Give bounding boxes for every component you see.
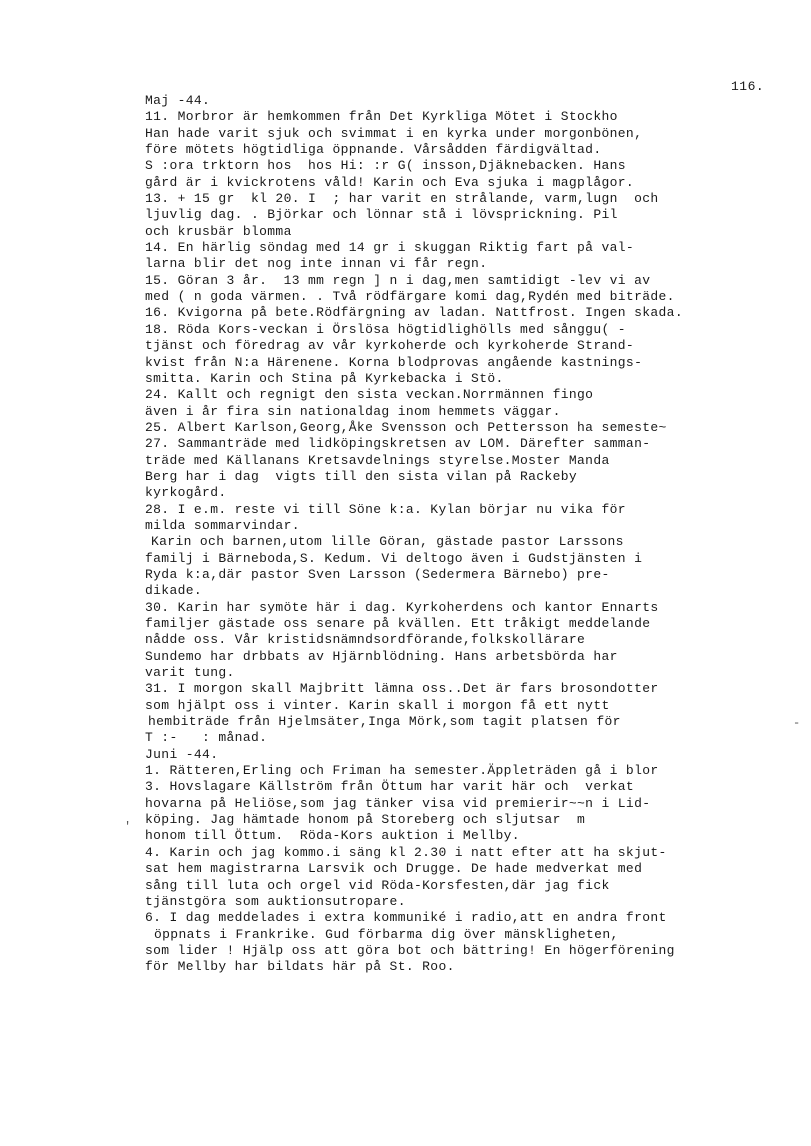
text-line: 27. Sammanträde med lidköpingskretsen av LOM. Därefter samman- <box>145 436 651 452</box>
text-line: 14. En härlig söndag med 14 gr i skuggan Riktig fart på val- <box>145 240 635 256</box>
text-line: milda sommarvindar. <box>145 517 300 533</box>
text-line: Maj -44. <box>145 93 211 108</box>
text-line: dikade. <box>145 583 203 599</box>
text-line: honom till Öttum. Röda-Kors auktion i Mellby. <box>145 828 520 844</box>
text-line: som lider ! Hjälp oss att göra bot och bättring! En högerförening <box>145 942 675 958</box>
text-line: och krusbär blomma <box>145 223 292 239</box>
text-line: ljuvlig dag. . Björkar och lönnar stå i lövsprickning. Pil <box>145 207 618 223</box>
text-line: 11. Morbror är hemkommen från Det Kyrkliga Mötet i Stockho <box>145 109 618 125</box>
text-line: smitta. Karin och Stina på Kyrkebacka i Stö. <box>145 370 504 386</box>
text-line: varit tung. <box>145 665 235 681</box>
text-line: sång till luta och orgel vid Röda-Korsfesten,där jag fick <box>145 877 610 893</box>
text-line: hovarna på Heliöse,som jag tänker visa vid premierir~~n i Lid- <box>145 795 651 811</box>
text-line: Karin och barnen,utom lille Göran, gästade pastor Larssons <box>151 534 624 550</box>
text-line: tjänstgöra som auktionsutropare. <box>145 893 406 909</box>
text-line: Ryda k:a,där pastor Sven Larsson (Sedermera Bärnebo) pre- <box>145 566 610 582</box>
text-line: tjänst och föredrag av vår kyrkoherde och kyrkoherde Strand- <box>145 338 635 354</box>
text-line <box>145 976 805 992</box>
text-line: 31. I morgon skall Majbritt lämna oss..Det är fars brosondotter <box>145 681 659 697</box>
text-line: 4. Karin och jag kommo.i säng kl 2.30 i natt efter att ha skjut- <box>145 844 667 860</box>
text-line: Han hade varit sjuk och svimmat i en kyrka under morgonbönen, <box>145 125 643 141</box>
text-line: före mötets högtidliga öppnande. Vårsådden färdigvältad. <box>145 142 602 158</box>
text-line: Juni -44. <box>145 746 219 762</box>
text-line: även i år fira sin nationaldag inom hemmets väggar. <box>145 403 561 419</box>
text-line: kvist från N:a Härenene. Korna blodprovas angående kastnings- <box>145 354 643 370</box>
text-line: 25. Albert Karlson,Georg,Åke Svensson och Pettersson ha semeste~ <box>145 419 667 435</box>
text-line: 6. I dag meddelades i extra kommuniké i radio,att en andra front <box>145 910 667 926</box>
text-line: 24. Kallt och regnigt den sista veckan.Norrmännen fingo <box>145 387 594 403</box>
margin-mark: - <box>793 716 801 730</box>
text-line: sat hem magistrarna Larsvik och Drugge. De hade medverkat med <box>145 861 643 877</box>
text-line: gård är i kvickrotens våld! Karin och Eva sjuka i magplågor. <box>145 174 635 190</box>
text-line: köping. Jag hämtade honom på Storeberg och sljutsar m <box>145 812 586 828</box>
text-line: kyrkogård. <box>145 485 227 501</box>
text-line: familj i Bärneboda,S. Kedum. Vi deltogo även i Gudstjänsten i <box>145 550 643 566</box>
text-line: 1. Rätteren,Erling och Friman ha semester.Äppleträden gå i blor <box>145 763 659 779</box>
page-number: 116. <box>731 79 765 94</box>
text-line: 15. Göran 3 år. 13 mm regn ] n i dag,men samtidigt -lev vi av <box>145 272 651 288</box>
text-line: med ( n goda värmen. . Två rödfärgare komi dag,Rydén med biträde. <box>145 289 675 305</box>
text-line: nådde oss. Vår kristidsnämndsordförande,folkskollärare <box>145 632 586 648</box>
text-line: öppnats i Frankrike. Gud förbarma dig över mänskligheten, <box>154 926 619 942</box>
text-line: Sundemo har drbbats av Hjärnblödning. Hans arbetsbörda har <box>145 648 618 664</box>
text-line: hembiträde från Hjelmsäter,Inga Mörk,som tagit platsen för <box>148 714 621 730</box>
text-line: 28. I e.m. reste vi till Söne k:a. Kylan börjar nu vika för <box>145 501 626 517</box>
text-line: för Mellby har bildats här på St. Roo. <box>145 959 455 975</box>
text-line: larna blir det nog inte innan vi får regn. <box>145 256 488 272</box>
diary-text <box>145 93 805 992</box>
text-line: träde med Källanans Kretsavdelnings styrelse.Moster Manda <box>145 452 610 468</box>
text-line: som hjälpt oss i vinter. Karin skall i morgon få ett nytt <box>145 697 610 713</box>
text-line: 18. Röda Kors-veckan i Örslösa högtidlighölls med sånggu( - <box>145 321 626 337</box>
text-line: Berg har i dag vigts till den sista vilan på Rackeby <box>145 468 578 484</box>
text-line: 13. + 15 gr kl 20. I ; har varit en strålande, varm,lugn och <box>145 191 659 207</box>
text-line: T :- : månad. <box>145 730 268 746</box>
text-line: 16. Kvigorna på bete.Rödfärgning av ladan. Nattfrost. Ingen skada. <box>145 305 683 321</box>
text-line: 30. Karin har symöte här i dag. Kyrkoherdens och kantor Ennarts <box>145 599 659 615</box>
margin-mark: ' <box>124 820 132 834</box>
text-line: 3. Hovslagare Källström från Öttum har varit här och verkat <box>145 779 635 795</box>
text-line: familjer gästade oss senare på kvällen. Ett tråkigt meddelande <box>145 616 651 631</box>
text-line: S :ora trktorn hos hos Hi: :r G( insson,Djäknebacken. Hans <box>145 158 626 174</box>
